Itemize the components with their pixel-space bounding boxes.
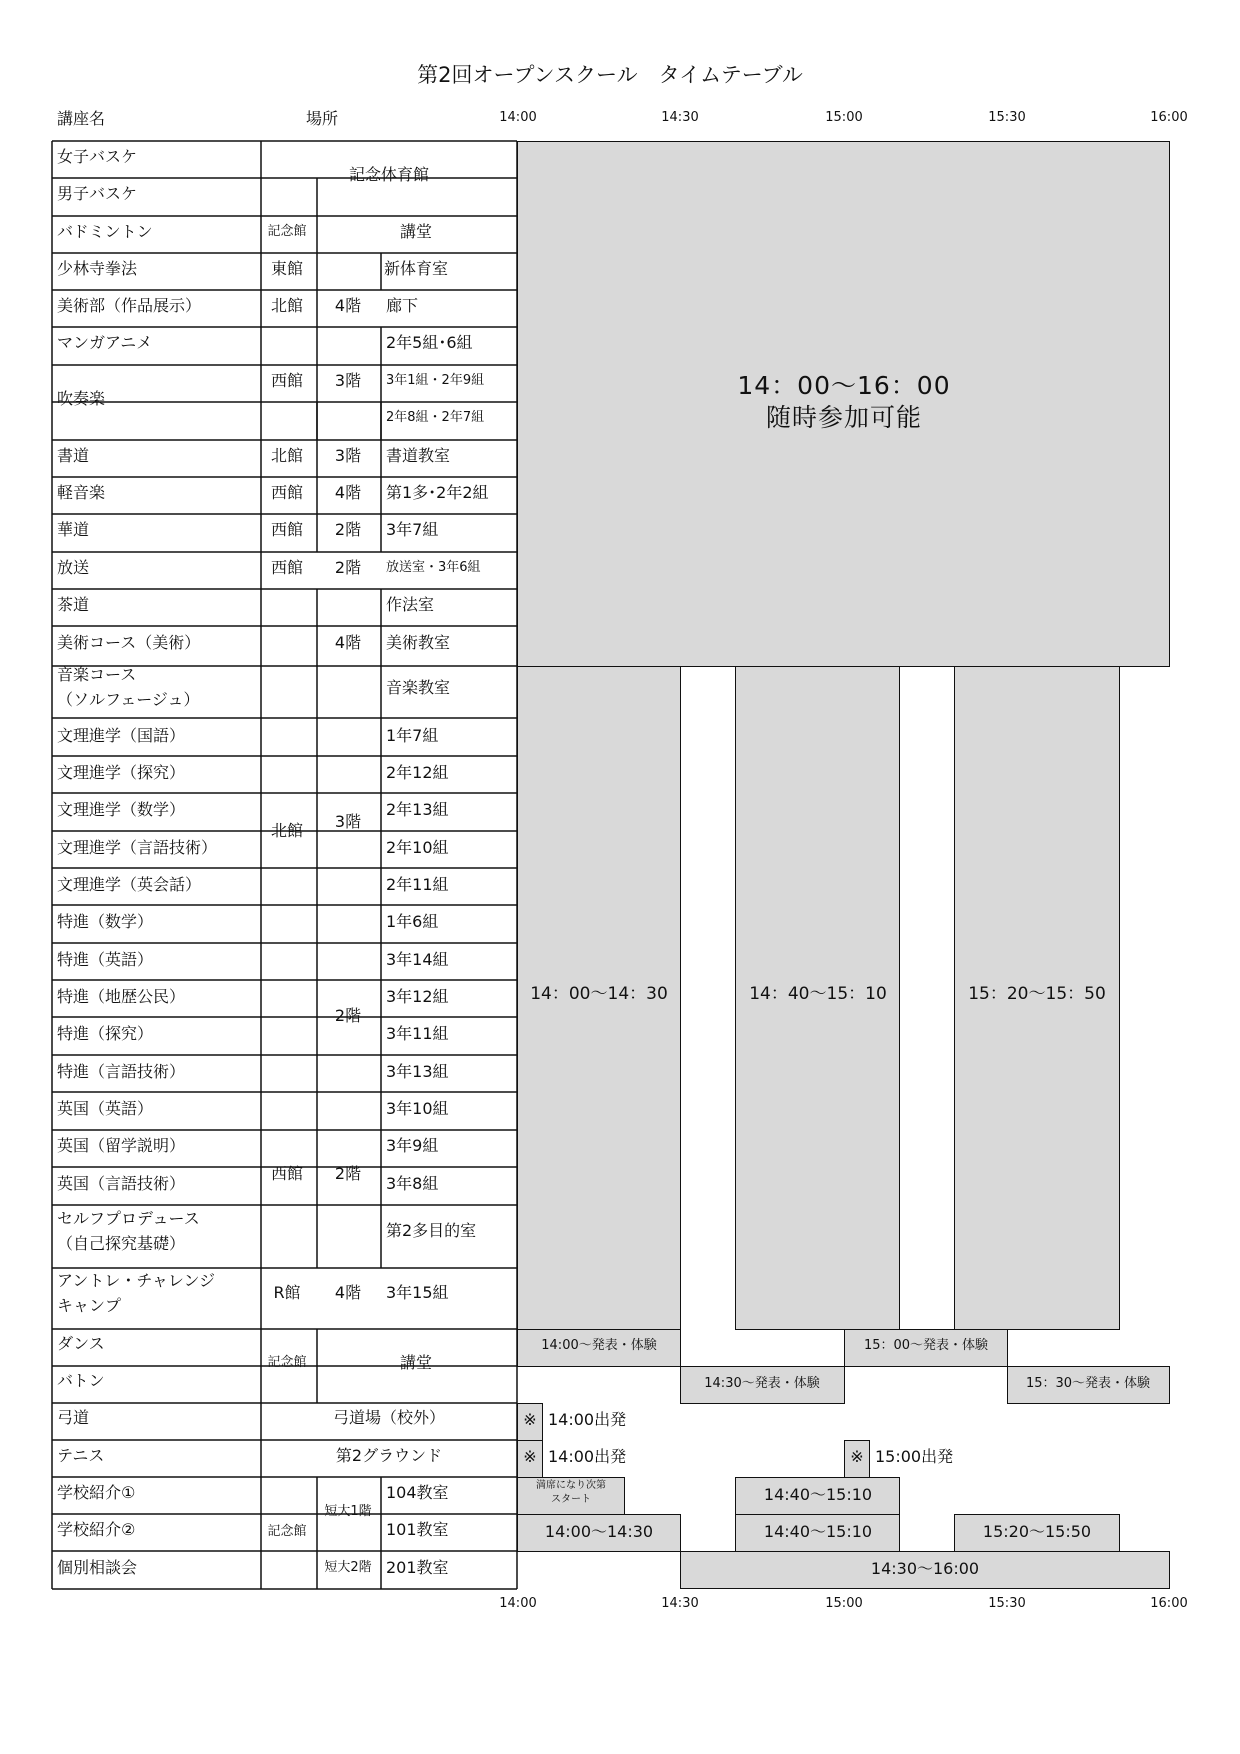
place-building: 第2グラウンド (335, 1446, 443, 1465)
place-floor: 3階 (334, 812, 362, 831)
tick-top-1530: 15:30 (988, 110, 1026, 125)
intro1-b-time: 14:40～15:10 (763, 1485, 873, 1504)
place-room: 3年7組 (386, 520, 439, 539)
course-name: 音楽コース (57, 665, 137, 684)
course-name: バトン (57, 1371, 105, 1390)
place-building: 記念体育館 (348, 165, 430, 184)
course-name: 学校紹介② (57, 1520, 136, 1539)
page-title: 第2回オープンスクール タイムテーブル (417, 63, 803, 87)
place-room: 2年13組 (386, 800, 449, 819)
intro1-full-l2: スタート (551, 1494, 591, 1505)
place-floor: 4階 (334, 483, 362, 502)
place-building: 北館 (270, 821, 304, 840)
place-room: 1年7組 (386, 726, 439, 745)
tick-bottom-1600: 16:00 (1150, 1596, 1188, 1611)
kyudo-mark: ※ (523, 1410, 537, 1429)
place-room: 2年12組 (386, 763, 449, 782)
course-name: 文理進学（探究） (57, 763, 186, 782)
course-name: 美術部（作品展示） (57, 296, 202, 315)
course-name: 特進（地歴公民） (57, 987, 186, 1006)
course-name: 英国（言語技術） (57, 1174, 186, 1193)
course-name: 文理進学（言語技術） (57, 838, 218, 857)
place-room: 101教室 (386, 1520, 449, 1539)
baton-2-label: 15：30～発表・体験 (1025, 1376, 1151, 1391)
place-room: 104教室 (386, 1483, 449, 1502)
baton-1-label: 14:30～発表・体験 (704, 1376, 820, 1391)
place-floor: 4階 (334, 633, 362, 652)
place-room: 第1多･2年2組 (386, 483, 489, 502)
place-floor: 3階 (334, 371, 362, 390)
kyudo-depart: 14:00出発 (548, 1410, 627, 1429)
intro2-b-time: 14:40～15:10 (763, 1522, 873, 1541)
course-name: 女子バスケ (57, 147, 138, 166)
consult-time: 14:30～16:00 (870, 1559, 980, 1578)
header-course: 講座名 (57, 109, 106, 128)
place-room: 音楽教室 (386, 678, 451, 697)
course-name: マンガアニメ (57, 333, 153, 352)
place-room: 3年10組 (386, 1099, 449, 1118)
course-name: 文理進学（国語） (57, 726, 186, 745)
course-name: 文理進学（数学） (57, 800, 186, 819)
tennis-mark-1: ※ (523, 1447, 537, 1466)
place-building: 西館 (270, 520, 304, 539)
course-name: ダンス (57, 1334, 105, 1353)
course-name: 華道 (57, 520, 90, 539)
place-room: 201教室 (386, 1558, 449, 1577)
place-room: 講堂 (399, 1353, 433, 1372)
course-name: 特進（英語） (57, 950, 154, 969)
header-place: 場所 (305, 109, 339, 128)
course-name: （自己探究基礎） (57, 1234, 186, 1253)
place-room: 1年6組 (386, 912, 439, 931)
tennis-depart-2: 15:00出発 (875, 1447, 954, 1466)
course-name: バドミントン (57, 222, 153, 241)
place-room: 3年8組 (386, 1174, 439, 1193)
tick-top-1500: 15:00 (825, 110, 863, 125)
course-name: 男子バスケ (57, 184, 138, 203)
course-name: （ソルフェージュ） (57, 690, 200, 709)
place-building: 西館 (270, 1164, 304, 1183)
course-name: キャンプ (57, 1296, 122, 1315)
session-3-time: 15：20～15：50 (968, 984, 1106, 1004)
place-room: 美術教室 (386, 633, 451, 652)
place-floor: 短大1階 (324, 1504, 372, 1519)
place-floor: 2階 (334, 1164, 362, 1183)
session-1-time: 14：00～14：30 (530, 984, 668, 1004)
tick-top-1600: 16:00 (1150, 110, 1188, 125)
place-room: 3年9組 (386, 1136, 439, 1155)
place-room: 第2多目的室 (386, 1221, 477, 1240)
course-name: 放送 (57, 558, 90, 577)
course-name: 吹奏楽 (57, 389, 106, 408)
course-name: 少林寺拳法 (57, 259, 138, 278)
place-building: 記念館 (267, 1355, 307, 1370)
anytime-time: 14：00～16：00 (737, 371, 951, 400)
course-name: 文理進学（英会話） (57, 875, 202, 894)
place-building: 西館 (270, 371, 304, 390)
place-room: 廊下 (386, 296, 419, 315)
place-building: 記念館 (267, 224, 307, 239)
place-room: 放送室・3年6組 (386, 560, 481, 575)
tick-top-1400: 14:00 (499, 110, 537, 125)
course-name: 個別相談会 (57, 1558, 138, 1577)
place-room: 書道教室 (386, 446, 451, 465)
place-room: 3年13組 (386, 1062, 449, 1081)
place-room: 2年8組・2年7組 (386, 410, 485, 425)
place-building: 西館 (270, 483, 304, 502)
intro2-c-time: 15:20～15:50 (982, 1522, 1092, 1541)
course-name: 特進（数学） (57, 912, 154, 931)
place-floor: 4階 (334, 1283, 362, 1302)
course-name: 英国（留学説明） (57, 1136, 186, 1155)
place-room: 3年14組 (386, 950, 449, 969)
tick-bottom-1400: 14:00 (499, 1596, 537, 1611)
place-room: 2年5組･6組 (386, 333, 473, 352)
tennis-depart-1: 14:00出発 (548, 1447, 627, 1466)
anytime-note: 随時参加可能 (765, 403, 923, 432)
course-name: 美術コース（美術） (57, 633, 201, 652)
place-building: 東館 (270, 259, 304, 278)
place-floor: 2階 (334, 520, 362, 539)
place-room: 3年11組 (386, 1024, 449, 1043)
tennis-mark-2: ※ (850, 1447, 864, 1466)
course-name: 軽音楽 (57, 483, 106, 502)
course-name: 英国（英語） (57, 1099, 154, 1118)
tick-bottom-1430: 14:30 (661, 1596, 699, 1611)
place-building: 弓道場（校外） (332, 1408, 446, 1427)
place-room: 3年12組 (386, 987, 449, 1006)
place-room: 講堂 (399, 222, 433, 241)
place-floor: 4階 (334, 296, 362, 315)
place-floor: 3階 (334, 446, 362, 465)
course-name: アントレ・チャレンジ (57, 1271, 216, 1290)
tick-bottom-1530: 15:30 (988, 1596, 1026, 1611)
place-floor: 2階 (334, 1006, 362, 1025)
place-building: 記念館 (267, 1524, 307, 1539)
course-name: 特進（探究） (57, 1024, 154, 1043)
place-floor: 短大2階 (324, 1560, 372, 1575)
place-room: 作法室 (386, 595, 435, 614)
course-name: 特進（言語技術） (57, 1062, 186, 1081)
place-building: R館 (273, 1283, 301, 1302)
course-name: 書道 (57, 446, 90, 465)
place-building: 西館 (270, 558, 304, 577)
place-room: 2年10組 (386, 838, 449, 857)
dance-1-label: 14:00～発表・体験 (541, 1338, 657, 1353)
place-building: 北館 (270, 446, 304, 465)
place-room: 2年11組 (386, 875, 449, 894)
place-room: 3年15組 (386, 1283, 449, 1302)
course-name: 学校紹介① (57, 1483, 136, 1502)
place-floor: 2階 (334, 558, 362, 577)
dance-2-label: 15：00～発表・体験 (863, 1338, 989, 1353)
course-name: 茶道 (57, 595, 90, 614)
place-building: 北館 (270, 296, 304, 315)
course-name: セルフプロデュース (57, 1209, 200, 1228)
place-room: 3年1組・2年9組 (386, 373, 485, 388)
intro2-a-time: 14:00～14:30 (544, 1522, 654, 1541)
tick-top-1430: 14:30 (661, 110, 699, 125)
course-name: テニス (57, 1446, 105, 1465)
session-2-time: 14：40～15：10 (749, 984, 887, 1004)
tick-bottom-1500: 15:00 (825, 1596, 863, 1611)
intro1-full-l1: 満席になり次第 (536, 1480, 606, 1491)
course-name: 弓道 (57, 1408, 90, 1427)
place-room: 新体育室 (383, 259, 449, 278)
